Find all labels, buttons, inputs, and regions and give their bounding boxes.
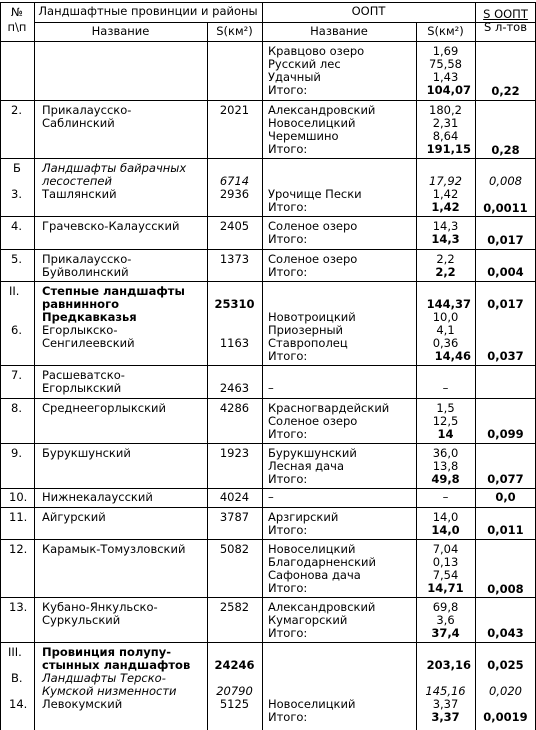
- district-name: Прикалаусско-: [42, 103, 132, 117]
- district-name: Буйволинский: [42, 265, 129, 279]
- group-area: 24246: [214, 658, 255, 672]
- oopt-area: 1,42: [432, 187, 459, 201]
- oopt-area: 1,43: [432, 70, 459, 84]
- oopt-name: Сафонова дача: [268, 568, 361, 582]
- oopt-total-label: Итого:: [268, 142, 308, 156]
- oopt-total-label: Итого:: [268, 349, 308, 363]
- oopt-name: Соленое озеро: [268, 219, 358, 233]
- oopt-area: 14,0: [432, 510, 459, 524]
- oopt-area: 2,2: [436, 252, 455, 266]
- group-name: Ландшафты Терско-: [42, 671, 166, 685]
- table-rule: [0, 2, 1, 730]
- oopt-name: Урочище Пески: [268, 187, 362, 201]
- oopt-name: Новоселицкий: [268, 697, 356, 711]
- group-ratio: 0,025: [487, 658, 524, 672]
- district-area: 4286: [219, 401, 250, 415]
- table-rule: [0, 216, 536, 217]
- group-oopt-area: 203,16: [426, 658, 471, 672]
- oopt-area: 2,31: [432, 116, 459, 130]
- header-provinces: Ландшафтные провинции и районы: [38, 4, 258, 18]
- oopt-name: Бурукшунский: [268, 446, 357, 460]
- table-rule: [34, 22, 536, 23]
- oopt-name: Черемшино: [268, 129, 339, 143]
- row-number: 4.: [11, 219, 22, 233]
- ratio: 0,0011: [483, 201, 528, 215]
- oopt-area: 1,5: [436, 401, 455, 415]
- oopt-name: Благодарненский: [268, 555, 376, 569]
- table-rule: [0, 507, 536, 508]
- district-name: Среднеегорлыкский: [42, 401, 166, 415]
- oopt-total-label: Итого:: [268, 523, 308, 537]
- table-rule: [0, 398, 536, 399]
- oopt-area: 69,8: [432, 600, 459, 614]
- district-name: Бурукшунский: [42, 446, 131, 460]
- table-rule: [0, 642, 536, 643]
- table-rule: [262, 2, 263, 730]
- district-area: 2936: [219, 187, 250, 201]
- oopt-name: Новоселицкий: [268, 542, 356, 556]
- table-rule: [0, 249, 536, 250]
- district-name: Егорлыкско-: [42, 323, 118, 337]
- header-num-sub: п\п: [7, 20, 27, 34]
- oopt-name: Соленое озеро: [268, 414, 358, 428]
- table-rule: [0, 539, 536, 540]
- district-name: Ташлянский: [42, 187, 117, 201]
- oopt-name: Новотроицкий: [268, 310, 356, 324]
- oopt-name: Арзгирский: [268, 510, 339, 524]
- oopt-total-label: Итого:: [268, 83, 308, 97]
- ratio: 0,011: [487, 523, 524, 537]
- oopt-name: –: [268, 381, 274, 395]
- table-rule: [0, 597, 536, 598]
- ratio: 0,008: [487, 582, 524, 596]
- district-area: 5082: [219, 542, 250, 556]
- group-name: стынных ландшафтов: [42, 658, 191, 672]
- district-name: Егорлыкский: [42, 381, 122, 395]
- oopt-area: 12,5: [432, 414, 459, 428]
- table-rule: [0, 100, 536, 101]
- district-name: Прикалаусско-: [42, 252, 132, 266]
- oopt-total-label: Итого:: [268, 200, 308, 214]
- oopt-total-area: 14,0: [431, 523, 460, 537]
- oopt-name: Русский лес: [268, 57, 341, 71]
- oopt-area: 7,04: [432, 542, 459, 556]
- oopt-area: 4,1: [436, 323, 455, 337]
- row-letter: Б: [13, 161, 21, 175]
- oopt-name: Ставрополец: [268, 336, 348, 350]
- table-rule: [34, 2, 35, 730]
- group-oopt-area: 144,37: [426, 297, 471, 311]
- oopt-area: 3,37: [432, 697, 459, 711]
- header-oopt-s-km2: S(км²): [427, 24, 464, 38]
- header-oopt: ООПТ: [351, 4, 386, 18]
- oopt-name: Кумагорский: [268, 613, 348, 627]
- oopt-total-area: 3,37: [431, 710, 460, 724]
- table-rule: [0, 488, 536, 489]
- ratio: 0,043: [487, 626, 524, 640]
- row-number: 6.: [11, 323, 22, 337]
- table-rule: [475, 2, 476, 730]
- oopt-total-label: Итого:: [268, 710, 308, 724]
- oopt-total-area: 37,4: [431, 626, 460, 640]
- district-area: 5125: [219, 697, 250, 711]
- table-rule: [0, 41, 536, 42]
- oopt-total-area: 191,15: [426, 142, 471, 156]
- row-number: 2.: [11, 103, 22, 117]
- header-oopt-name: Название: [310, 24, 368, 38]
- row-number: 10.: [9, 490, 28, 504]
- district-area: 2582: [219, 600, 250, 614]
- row-number: 3.: [11, 187, 22, 201]
- group-oopt-area: 145,16: [425, 684, 466, 698]
- oopt-name: Лесная дача: [268, 459, 345, 473]
- oopt-total-label: Итого:: [268, 472, 308, 486]
- oopt-area: 7,54: [432, 568, 459, 582]
- oopt-name: Удачный: [268, 70, 321, 84]
- group-name: Предкавказья: [42, 310, 137, 324]
- row-number: 9.: [11, 446, 22, 460]
- group-name: равнинного: [42, 297, 119, 311]
- district-name: Карамык-Томузловский: [42, 542, 186, 556]
- oopt-area: 14,3: [432, 219, 459, 233]
- oopt-total-area: 14,71: [427, 581, 464, 595]
- ratio: 0,077: [487, 472, 524, 486]
- oopt-area: 10,0: [432, 310, 459, 324]
- district-area: 1373: [219, 252, 250, 266]
- group-area: 6714: [219, 174, 250, 188]
- district-name: Левокумский: [42, 697, 123, 711]
- oopt-name: Красногвардейский: [268, 401, 390, 415]
- district-name: Сенгилеевский: [42, 336, 135, 350]
- row-letter: III.: [8, 645, 22, 659]
- oopt-name: Кравцово озеро: [268, 44, 365, 58]
- oopt-area: 36,0: [432, 446, 459, 460]
- ratio: 0,22: [491, 84, 520, 98]
- group-oopt-area: 17,92: [429, 174, 462, 188]
- oopt-total-area: 2,2: [435, 265, 456, 279]
- oopt-area: 75,58: [429, 57, 462, 71]
- ratio: 0,0019: [483, 710, 528, 724]
- oopt-total-area: 104,07: [426, 83, 471, 97]
- district-area: 2405: [219, 219, 250, 233]
- oopt-name: Александровский: [268, 600, 376, 614]
- header-s-ltov: S л-тов: [484, 20, 527, 34]
- oopt-name: Приозерный: [268, 323, 344, 337]
- district-name: Саблинский: [42, 116, 115, 130]
- district-area: 4024: [219, 490, 250, 504]
- district-area: 1163: [219, 336, 250, 350]
- group-ratio: 0,017: [487, 297, 524, 311]
- oopt-area: 8,64: [432, 129, 459, 143]
- table-rule: [207, 22, 208, 730]
- ratio: 0,099: [487, 427, 524, 441]
- group-name: лесостепей: [42, 174, 112, 188]
- row-letter: В.: [11, 671, 23, 685]
- header-s-oopt: S ООПТ: [483, 7, 528, 21]
- oopt-area: 1,69: [432, 44, 459, 58]
- oopt-name: Новоселицкий: [268, 116, 356, 130]
- ratio: 0,037: [487, 349, 524, 363]
- table-rule: [0, 365, 536, 366]
- row-letter: II.: [9, 284, 20, 298]
- row-number: 14.: [9, 697, 28, 711]
- group-name: Кумской низменности: [42, 684, 177, 698]
- oopt-total-area: 14: [437, 427, 454, 441]
- oopt-area: 3,6: [436, 613, 455, 627]
- oopt-total-area: 14,46: [434, 349, 471, 363]
- district-name: Айгурский: [42, 510, 106, 524]
- oopt-total-label: Итого:: [268, 265, 308, 279]
- oopt-total-label: Итого:: [268, 581, 308, 595]
- oopt-total-area: 1,42: [431, 200, 460, 214]
- oopt-total-label: Итого:: [268, 626, 308, 640]
- table-rule: [0, 2, 536, 3]
- row-number: 5.: [11, 252, 22, 266]
- ratio: 0,28: [491, 143, 520, 157]
- district-name: Кубано-Янкульско-: [42, 600, 158, 614]
- district-name: Расшеватско-: [42, 368, 125, 382]
- oopt-total-label: Итого:: [268, 427, 308, 441]
- oopt-name: –: [268, 490, 274, 504]
- district-name: Грачевско-Калаусский: [42, 219, 180, 233]
- district-area: 2021: [219, 103, 250, 117]
- group-area: 25310: [214, 297, 255, 311]
- oopt-total-area: 49,8: [431, 472, 460, 486]
- table-rule: [0, 281, 536, 282]
- ratio: 0,0: [495, 490, 516, 504]
- row-number: 7.: [11, 368, 22, 382]
- oopt-name: Соленое озеро: [268, 252, 358, 266]
- district-name: Нижнекалаусский: [42, 490, 153, 504]
- district-area: 3787: [219, 510, 250, 524]
- group-ratio: 0,008: [489, 174, 522, 188]
- ratio: 0,017: [487, 233, 524, 247]
- header-num: №: [11, 5, 23, 19]
- row-number: 12.: [9, 542, 28, 556]
- oopt-area: 0,36: [432, 336, 459, 350]
- row-number: 8.: [11, 401, 22, 415]
- oopt-total-area: 14,3: [431, 232, 460, 246]
- header-name: Название: [91, 24, 150, 38]
- oopt-area: 13,8: [432, 459, 459, 473]
- oopt-name: Александровский: [268, 103, 376, 117]
- oopt-area: –: [442, 490, 449, 504]
- oopt-area: 180,2: [429, 103, 462, 117]
- oopt-total-label: Итого:: [268, 232, 308, 246]
- group-name: Ландшафты байрачных: [42, 161, 187, 175]
- ratio: 0,004: [487, 265, 524, 279]
- group-area: 20790: [216, 684, 253, 698]
- row-number: 11.: [9, 510, 28, 524]
- row-number: 13.: [9, 600, 28, 614]
- table-rule: [0, 443, 536, 444]
- group-name: Провинция полупу-: [42, 645, 171, 659]
- district-area: 2463: [219, 381, 250, 395]
- district-area: 1923: [219, 446, 250, 460]
- table-rule: [0, 158, 536, 159]
- oopt-area: 0,13: [432, 555, 459, 569]
- district-name: Суркульский: [42, 613, 121, 627]
- group-ratio: 0,020: [489, 684, 522, 698]
- header-s-km2: S(км²): [216, 24, 253, 38]
- oopt-area: –: [442, 381, 449, 395]
- group-name: Степные ландшафты: [42, 284, 185, 298]
